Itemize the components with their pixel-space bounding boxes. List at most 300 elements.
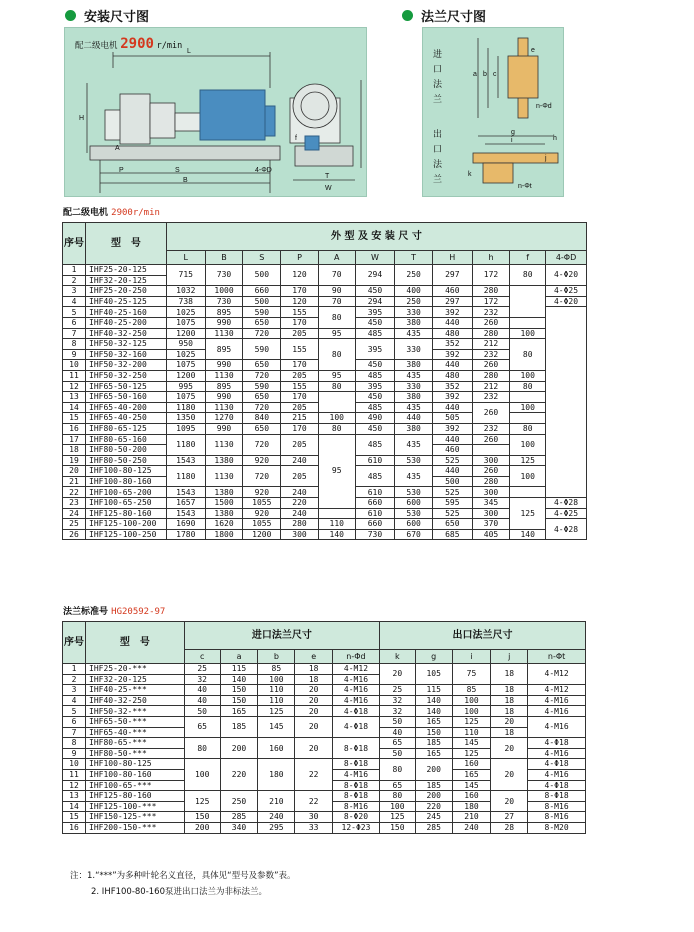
value-cell: 20 — [295, 706, 333, 717]
value-cell: 215 — [281, 413, 319, 424]
value-cell: 895 — [205, 381, 243, 392]
value-cell: 180 — [452, 801, 491, 812]
value-cell: 8-Φ18 — [528, 791, 586, 802]
value-cell: 1200 — [166, 370, 205, 381]
value-cell: 20 — [491, 738, 528, 759]
value-cell: 80 — [184, 738, 220, 759]
t2-out-col-header: g — [415, 649, 452, 663]
t1-col-header: P — [281, 250, 319, 264]
value-cell: 20 — [295, 738, 333, 759]
value-cell: 125 — [510, 498, 546, 530]
model-cell: IHF40-32-250 — [86, 695, 185, 706]
model-cell: IHF100-65-200 — [86, 487, 167, 498]
value-cell: 172 — [472, 296, 510, 307]
value-cell: 435 — [395, 402, 433, 413]
table-row — [63, 685, 586, 696]
value-cell: 530 — [395, 455, 433, 466]
table-row — [63, 759, 586, 770]
row-index: 8 — [63, 738, 86, 749]
value-cell: 80 — [379, 759, 415, 780]
value-cell: 100 — [452, 706, 491, 717]
row-index: 12 — [63, 381, 86, 392]
value-cell: 500 — [243, 296, 281, 307]
value-cell: 330 — [395, 339, 433, 360]
install-heading — [65, 6, 149, 25]
value-cell — [510, 487, 546, 498]
value-cell: 285 — [220, 812, 258, 823]
value-cell: 294 — [355, 265, 395, 286]
value-cell: 1500 — [205, 498, 243, 509]
value-cell: 250 — [395, 296, 433, 307]
value-cell: 440 — [432, 434, 472, 445]
row-index: 25 — [63, 519, 86, 530]
dim-A: A — [115, 145, 120, 152]
value-cell: 22 — [295, 791, 333, 812]
t1-col-header: A — [318, 250, 355, 264]
value-cell: 1075 — [166, 360, 205, 371]
value-cell: 435 — [395, 434, 433, 455]
value-cell: 95 — [318, 434, 355, 508]
value-cell: 920 — [243, 487, 281, 498]
value-cell: 125 — [258, 706, 295, 717]
model-cell: IHF50-32-160 — [86, 349, 167, 360]
value-cell: 8-Φ18 — [333, 738, 380, 759]
value-cell: 685 — [432, 529, 472, 540]
model-cell: IHF40-25-125 — [86, 296, 167, 307]
installation-drawing — [64, 27, 367, 197]
value-cell: 500 — [243, 265, 281, 286]
value-cell: 650 — [243, 392, 281, 403]
model-cell: IHF125-100-250 — [86, 529, 167, 540]
table-row — [63, 738, 586, 749]
table-row — [63, 519, 587, 530]
value-cell: 1657 — [166, 498, 205, 509]
value-cell: 1380 — [205, 487, 243, 498]
row-index: 9 — [63, 349, 86, 360]
value-cell: 990 — [205, 360, 243, 371]
row-index: 22 — [63, 487, 86, 498]
value-cell: 125 — [452, 748, 491, 759]
value-cell: 155 — [281, 381, 319, 392]
row-index: 6 — [63, 317, 86, 328]
value-cell: 250 — [395, 265, 433, 286]
value-cell: 110 — [258, 695, 295, 706]
value-cell: 170 — [281, 286, 319, 297]
value-cell: 715 — [166, 265, 205, 286]
model-cell: IHF25-20-125 — [86, 265, 167, 276]
value-cell: 95 — [318, 328, 355, 339]
value-cell: 990 — [205, 317, 243, 328]
dim-L: L — [187, 48, 191, 55]
value-cell: 595 — [432, 498, 472, 509]
value-cell: 895 — [205, 339, 243, 360]
model-cell: IHF65-40-250 — [86, 413, 167, 424]
value-cell: 115 — [415, 685, 452, 696]
row-index: 6 — [63, 716, 86, 727]
value-cell: 170 — [281, 392, 319, 403]
value-cell: 1543 — [166, 508, 205, 519]
value-cell: 105 — [415, 664, 452, 685]
value-cell: 150 — [184, 812, 220, 823]
t1-col-header: W — [355, 250, 395, 264]
row-index: 16 — [63, 822, 86, 833]
bullet-icon — [65, 10, 76, 21]
value-cell: 240 — [452, 822, 491, 833]
value-cell: 110 — [258, 685, 295, 696]
value-cell: 392 — [432, 423, 472, 434]
value-cell: 220 — [220, 759, 258, 791]
value-cell: 738 — [166, 296, 205, 307]
value-cell: 4-Φ25 — [546, 508, 587, 519]
value-cell: 4-Φ20 — [546, 265, 587, 286]
value-cell: 525 — [432, 455, 472, 466]
model-cell: IHF125-100-*** — [86, 801, 185, 812]
value-cell: 100 — [318, 413, 355, 424]
value-cell: 232 — [472, 423, 510, 434]
row-index: 11 — [63, 370, 86, 381]
value-cell: 212 — [472, 381, 510, 392]
value-cell: 440 — [432, 317, 472, 328]
value-cell: 440 — [432, 360, 472, 371]
value-cell: 32 — [379, 706, 415, 717]
t2-header-inlet: 进口法兰尺寸 — [184, 622, 379, 650]
value-cell: 205 — [281, 328, 319, 339]
t2-in-col-header: a — [220, 649, 258, 663]
value-cell: 660 — [355, 519, 395, 530]
table-row — [63, 339, 587, 350]
value-cell: 40 — [184, 685, 220, 696]
model-cell: IHF80-65-*** — [86, 738, 185, 749]
row-index: 4 — [63, 695, 86, 706]
value-cell: 120 — [281, 265, 319, 286]
value-cell: 450 — [355, 360, 395, 371]
t1-col-header: H — [432, 250, 472, 264]
value-cell: 730 — [205, 296, 243, 307]
value-cell: 80 — [318, 307, 355, 328]
dim-H: H — [79, 115, 85, 122]
value-cell: 280 — [472, 476, 510, 487]
value-cell: 165 — [415, 748, 452, 759]
table-row — [63, 706, 586, 717]
value-cell: 590 — [243, 307, 281, 318]
table-row — [63, 434, 587, 445]
installation-dimension-table — [62, 222, 587, 540]
value-cell: 18 — [491, 664, 528, 685]
value-cell: 40 — [379, 727, 415, 738]
value-cell — [472, 445, 510, 456]
value-cell: 525 — [432, 487, 472, 498]
value-cell: 435 — [395, 370, 433, 381]
value-cell: 220 — [415, 801, 452, 812]
value-cell: 485 — [355, 328, 395, 339]
table1-caption: 配二级电机 2900r/min — [63, 208, 160, 218]
table-row — [63, 381, 587, 392]
t1-col-header: 4-ΦD — [546, 250, 587, 264]
model-cell: IHF125-100-200 — [86, 519, 167, 530]
value-cell: 65 — [379, 780, 415, 791]
value-cell: 380 — [395, 423, 433, 434]
value-cell: 4-M12 — [333, 664, 380, 675]
value-cell: 165 — [415, 716, 452, 727]
row-index: 2 — [63, 275, 86, 286]
value-cell: 50 — [184, 706, 220, 717]
value-cell: 1055 — [243, 519, 281, 530]
row-index: 11 — [63, 769, 86, 780]
value-cell: 440 — [432, 402, 472, 413]
value-cell: 80 — [510, 381, 546, 392]
value-cell: 185 — [220, 716, 258, 737]
value-cell: 75 — [452, 664, 491, 685]
value-cell: 160 — [452, 791, 491, 802]
value-cell: 720 — [243, 434, 281, 455]
flange-heading-text: 法兰尺寸图 — [421, 10, 487, 25]
table-row — [63, 423, 587, 434]
value-cell: 8-M16 — [528, 812, 586, 823]
value-cell: 392 — [432, 307, 472, 318]
value-cell: 405 — [472, 529, 510, 540]
model-cell: IHF50-32-125 — [86, 339, 167, 350]
value-cell: 300 — [472, 455, 510, 466]
t2-out-col-header: i — [452, 649, 491, 663]
model-cell: IHF65-50-*** — [86, 716, 185, 727]
value-cell: 90 — [318, 286, 355, 297]
value-cell: 392 — [432, 392, 472, 403]
value-cell: 660 — [355, 498, 395, 509]
value-cell: 300 — [472, 487, 510, 498]
value-cell: 170 — [281, 360, 319, 371]
value-cell: 280 — [472, 328, 510, 339]
dim-W: W — [325, 185, 332, 192]
note-1: 注：1.“***”为多种叶轮名义直径，具体见“型号及参数”表。 — [70, 871, 296, 881]
model-cell: IHF80-65-160 — [86, 434, 167, 445]
model-cell: IHF65-40-*** — [86, 727, 185, 738]
table-row — [63, 529, 587, 540]
flange-heading — [402, 6, 486, 25]
svg-text:n-Φd: n-Φd — [536, 103, 552, 110]
row-index: 7 — [63, 328, 86, 339]
value-cell — [318, 392, 355, 413]
value-cell: 8-Φ18 — [333, 791, 380, 802]
value-cell: 80 — [318, 423, 355, 434]
model-cell: IHF125-80-160 — [86, 791, 185, 802]
value-cell: 730 — [355, 529, 395, 540]
flange-drawing-svg — [423, 28, 565, 198]
value-cell: 8-Φ20 — [333, 812, 380, 823]
value-cell: 4-Φ18 — [333, 706, 380, 717]
svg-text:k: k — [468, 171, 472, 178]
value-cell: 4-Φ20 — [546, 296, 587, 307]
value-cell: 450 — [355, 392, 395, 403]
model-cell: IHF80-50-*** — [86, 748, 185, 759]
t1-col-header: B — [205, 250, 243, 264]
value-cell: 1380 — [205, 455, 243, 466]
row-index: 14 — [63, 402, 86, 413]
value-cell: 610 — [355, 487, 395, 498]
value-cell: 400 — [395, 286, 433, 297]
value-cell: 125 — [452, 716, 491, 727]
t2-in-col-header: e — [295, 649, 333, 663]
value-cell: 165 — [452, 769, 491, 780]
value-cell: 4-Φ18 — [333, 716, 380, 737]
value-cell: 240 — [281, 508, 319, 519]
t1-col-header: S — [243, 250, 281, 264]
row-index: 16 — [63, 423, 86, 434]
value-cell: 392 — [432, 349, 472, 360]
value-cell: 70 — [318, 265, 355, 286]
value-cell: 240 — [281, 487, 319, 498]
row-index: 7 — [63, 727, 86, 738]
value-cell: 380 — [395, 360, 433, 371]
value-cell: 260 — [472, 466, 510, 477]
value-cell: 440 — [395, 413, 433, 424]
inlet-flange-label: 进口法兰 — [433, 50, 443, 105]
value-cell: 260 — [472, 434, 510, 445]
value-cell: 80 — [510, 339, 546, 371]
model-cell: IHF150-125-*** — [86, 812, 185, 823]
value-cell: 525 — [432, 508, 472, 519]
value-cell: 18 — [295, 664, 333, 675]
value-cell: 1543 — [166, 487, 205, 498]
value-cell: 1620 — [205, 519, 243, 530]
value-cell: 730 — [205, 265, 243, 286]
value-cell: 20 — [295, 716, 333, 737]
row-index: 20 — [63, 466, 86, 477]
value-cell: 485 — [355, 434, 395, 455]
table-row — [63, 716, 586, 727]
value-cell: 450 — [355, 423, 395, 434]
value-cell: 110 — [318, 519, 355, 530]
value-cell: 33 — [295, 822, 333, 833]
row-index: 5 — [63, 307, 86, 318]
value-cell: 70 — [318, 296, 355, 307]
pump-drawing-svg — [65, 28, 368, 198]
dim-T: T — [325, 173, 330, 180]
value-cell: 125 — [510, 455, 546, 466]
value-cell: 185 — [415, 738, 452, 749]
value-cell: 610 — [355, 508, 395, 519]
value-cell: 4-Φ18 — [528, 780, 586, 791]
value-cell: 8-Φ18 — [333, 759, 380, 770]
value-cell: 4-M16 — [528, 769, 586, 780]
value-cell: 250 — [220, 791, 258, 812]
row-index: 1 — [63, 664, 86, 675]
value-cell: 1180 — [166, 434, 205, 455]
value-cell: 18 — [491, 727, 528, 738]
value-cell: 345 — [472, 498, 510, 509]
table-row — [63, 296, 587, 307]
row-index: 1 — [63, 265, 86, 276]
value-cell: 232 — [472, 392, 510, 403]
value-cell: 115 — [220, 664, 258, 675]
value-cell: 1130 — [205, 370, 243, 381]
value-cell: 1095 — [166, 423, 205, 434]
row-index: 3 — [63, 685, 86, 696]
value-cell: 370 — [472, 519, 510, 530]
row-index: 13 — [63, 392, 86, 403]
value-cell: 297 — [432, 265, 472, 286]
value-cell: 4-Φ25 — [546, 286, 587, 297]
value-cell: 480 — [432, 370, 472, 381]
value-cell: 650 — [432, 519, 472, 530]
t2-out-col-header: k — [379, 649, 415, 663]
t2-header-model: 型 号 — [86, 622, 185, 664]
model-cell: IHF40-32-250 — [86, 328, 167, 339]
value-cell: 80 — [379, 791, 415, 802]
value-cell: 172 — [472, 265, 510, 286]
value-cell: 450 — [355, 317, 395, 328]
table-row — [63, 791, 586, 802]
value-cell: 1180 — [166, 402, 205, 413]
value-cell: 1032 — [166, 286, 205, 297]
value-cell — [510, 286, 546, 318]
value-cell: 1130 — [205, 402, 243, 413]
value-cell: 140 — [415, 706, 452, 717]
svg-text:n-Φt: n-Φt — [518, 183, 532, 190]
dim-S: S — [175, 167, 180, 174]
table-row — [63, 822, 586, 833]
value-cell: 85 — [258, 664, 295, 675]
value-cell: 1130 — [205, 434, 243, 455]
value-cell: 1780 — [166, 529, 205, 540]
value-cell: 50 — [379, 716, 415, 727]
value-cell: 4-Φ18 — [528, 759, 586, 770]
value-cell: 160 — [258, 738, 295, 759]
value-cell: 140 — [318, 529, 355, 540]
value-cell — [510, 317, 546, 328]
flange-drawing — [422, 27, 564, 197]
t2-out-col-header: j — [491, 649, 528, 663]
row-index: 12 — [63, 780, 86, 791]
value-cell: 330 — [395, 307, 433, 318]
value-cell: 8-Φ18 — [333, 780, 380, 791]
value-cell: 1800 — [205, 529, 243, 540]
value-cell: 280 — [281, 519, 319, 530]
value-cell: 990 — [205, 392, 243, 403]
value-cell: 18 — [491, 706, 528, 717]
t1-header-model: 型 号 — [86, 223, 167, 265]
value-cell: 205 — [281, 402, 319, 413]
value-cell: 145 — [258, 716, 295, 737]
row-index: 15 — [63, 812, 86, 823]
value-cell: 150 — [379, 822, 415, 833]
model-cell: IHF65-50-125 — [86, 381, 167, 392]
row-index: 14 — [63, 801, 86, 812]
value-cell: 140 — [415, 695, 452, 706]
value-cell: 720 — [243, 402, 281, 413]
value-cell: 4-M16 — [333, 685, 380, 696]
value-cell: 20 — [491, 791, 528, 812]
value-cell: 4-Φ28 — [546, 498, 587, 509]
value-cell: 210 — [452, 812, 491, 823]
t1-header-seq: 序号 — [63, 223, 86, 265]
value-cell: 85 — [452, 685, 491, 696]
value-cell: 1380 — [205, 508, 243, 519]
value-cell — [510, 392, 546, 403]
value-cell: 285 — [415, 822, 452, 833]
value-cell: 18 — [295, 674, 333, 685]
value-cell: 110 — [452, 727, 491, 738]
note-2: 2. IHF100-80-160泵进出口法兰为非标法兰。 — [91, 887, 267, 897]
value-cell: 100 — [184, 759, 220, 791]
row-index: 5 — [63, 706, 86, 717]
value-cell: 485 — [355, 402, 395, 413]
row-index: 4 — [63, 296, 86, 307]
svg-text:e: e — [531, 47, 535, 54]
value-cell: 295 — [258, 822, 295, 833]
value-cell: 260 — [472, 402, 510, 423]
value-cell: 280 — [472, 370, 510, 381]
model-cell: IHF40-25-*** — [86, 685, 185, 696]
